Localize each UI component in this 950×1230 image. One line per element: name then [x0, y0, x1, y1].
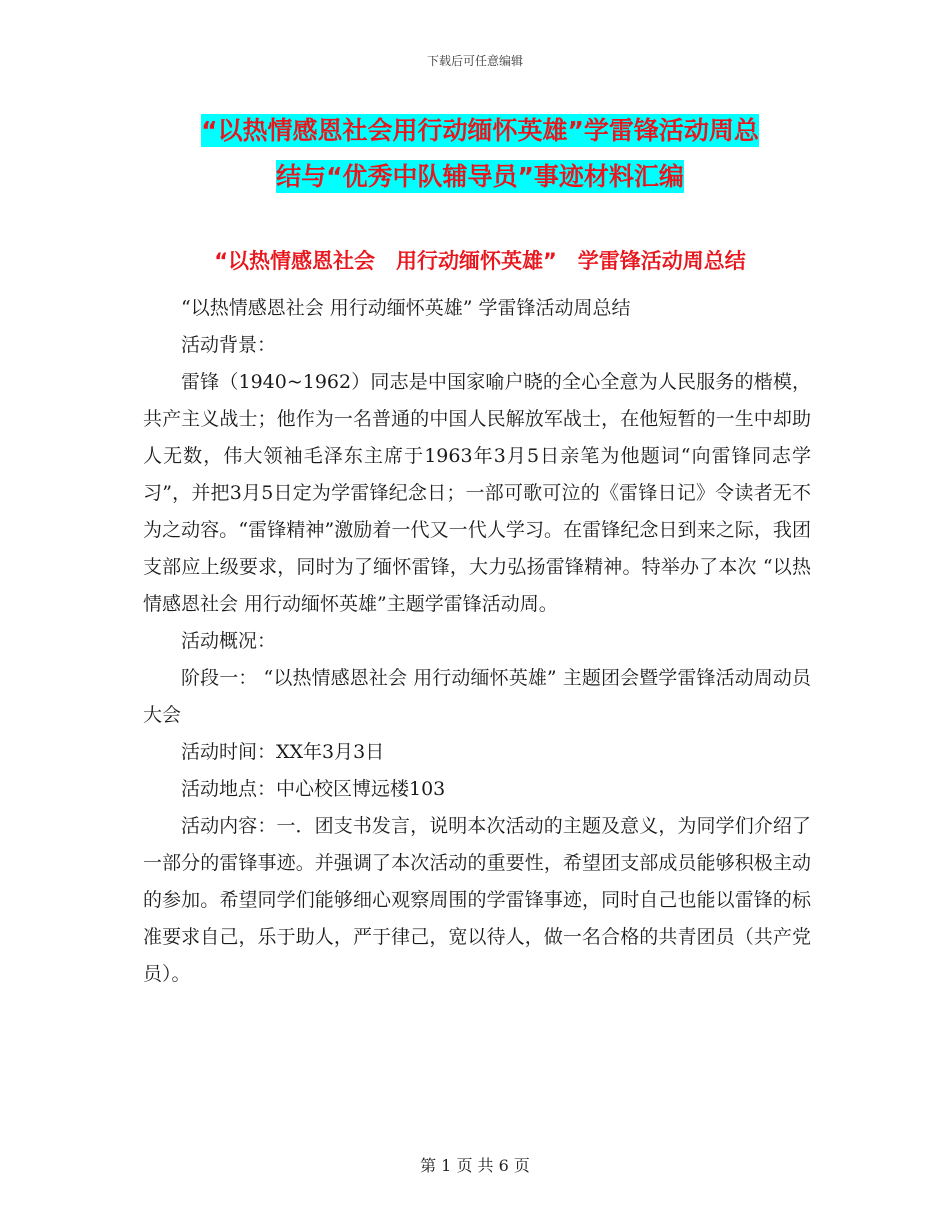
page-header: 下载后可任意编辑 — [426, 54, 523, 68]
paragraph: “以热情感恩社会 用行动缅怀英雄” 学雷锋活动周总结 — [181, 297, 631, 319]
paragraph: 活动概况： — [181, 630, 277, 652]
paragraph: 阶段一： “以热情感恩社会 用行动缅怀英雄” 主题团会暨学雷锋活动周动员大会 — [143, 667, 811, 726]
title-line-2: 结与“优秀中队辅导员”事迹材料汇编 — [276, 162, 684, 191]
title-line-1: “以热情感恩社会用行动缅怀英雄”学雷锋活动周总 — [201, 116, 759, 145]
document-body — [143, 290, 811, 993]
page-footer: 第 1 页 共 6 页 — [420, 1156, 530, 1175]
paragraph: 活动时间：XX年3月3日 — [181, 741, 385, 763]
section-heading: “以热情感恩社会 用行动缅怀英雄” 学雷锋活动周总结 — [214, 249, 746, 273]
paragraph: 活动地点：中心校区博远楼103 — [181, 778, 446, 800]
paragraph: 雷锋（1940~1962）同志是中国家喻户晓的全心全意为人民服务的楷模，共产主义战士；他作为一名普通的中国人民解放军战士，在他短暂的一生中却助人无数，伟大领袖毛泽东主席于1963年3月5日亲笔为他题词“向雷锋同志学习”，并把3月5日定为学雷锋纪念日；一部可歌可泣的《雷锋日记》令读者无不为之动容。“雷锋精神”激励着一代又一代人学习。在雷锋纪念日到来之际，我团支部应上级要求，同时为了缅怀雷锋，大力弘扬雷锋精神。特举办了本次 “以热情感恩社会 用行动缅怀英雄”主题学雷锋活动周。 — [143, 371, 811, 615]
document-title — [140, 108, 820, 200]
paragraph: 活动背景： — [181, 334, 277, 356]
paragraph: 活动内容：一．团支书发言，说明本次活动的主题及意义，为同学们介绍了一部分的雷锋事迹。并强调了本次活动的重要性，希望团支部成员能够积极主动的参加。希望同学们能够细心观察周围的学雷锋事迹，同时自己也能以雷锋的标准要求自己，乐于助人，严于律己，宽以待人，做一名合格的共青团员（共产党员）。 — [143, 815, 811, 985]
